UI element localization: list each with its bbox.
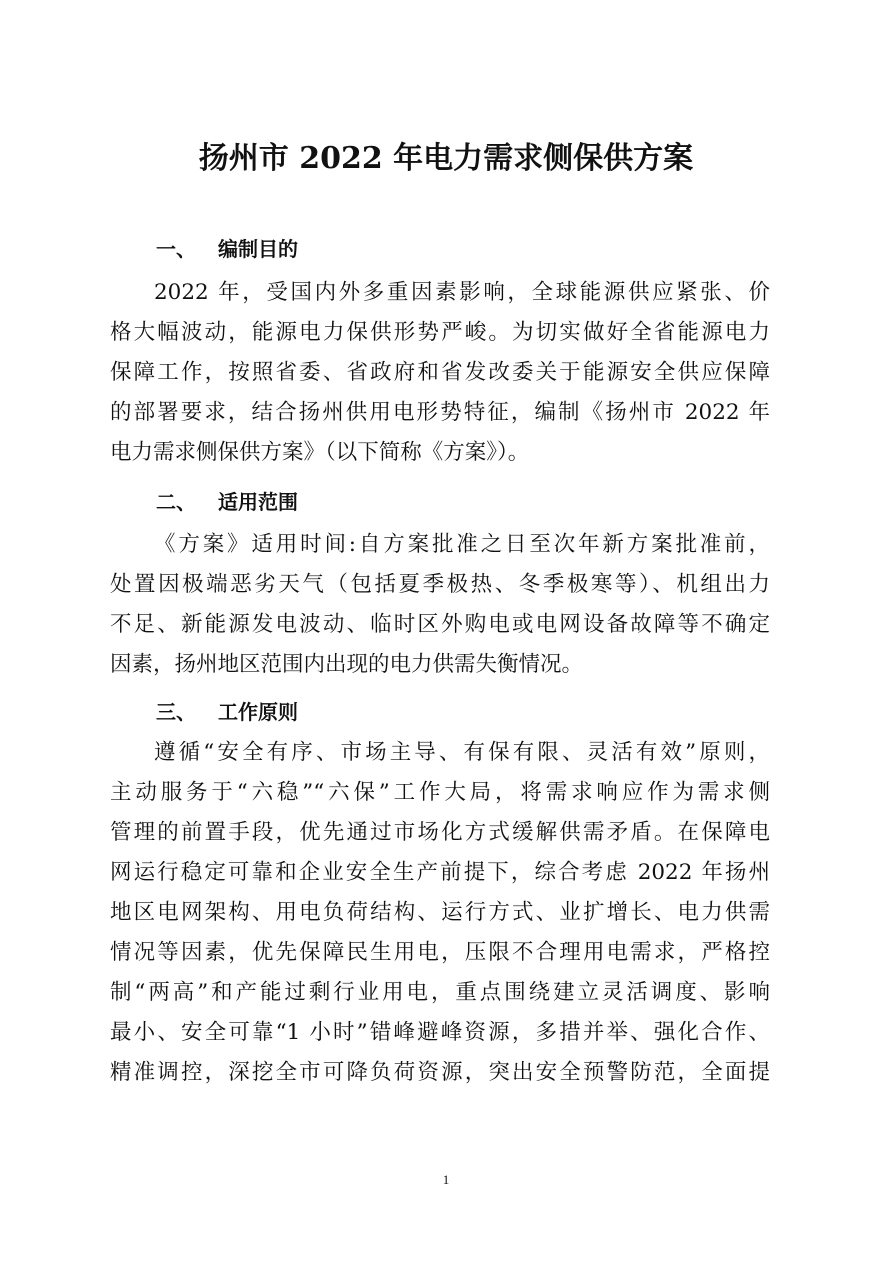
section-number: 二、 xyxy=(156,490,196,514)
page-number: 1 xyxy=(442,1172,450,1187)
paragraph-line: 地区电网架构、用电负荷结构、运行方式、业扩增长、电力供需 xyxy=(110,900,770,925)
paragraph-line: 格大幅波动，能源电力保供形势严峻。为切实做好全省能源电力 xyxy=(110,320,770,345)
section-title: 编制目的 xyxy=(218,237,298,261)
paragraph-line: 的部署要求，结合扬州供用电形势特征，编制《扬州市 2022 年 xyxy=(110,400,770,425)
section-paragraph-2 xyxy=(110,525,770,685)
paragraph-line: 《方案》适用时间:自方案批准之日至次年新方案批准前， xyxy=(154,532,770,557)
paragraph-line: 因素，扬州地区范围内出现的电力供需失衡情况。 xyxy=(110,652,584,677)
section-paragraph-3 xyxy=(110,733,770,1093)
section-paragraph-1 xyxy=(110,273,770,473)
paragraph-line: 制“两高”和产能过剩行业用电，重点围绕建立灵活调度、影响 xyxy=(110,980,770,1005)
section-heading-3 xyxy=(156,697,298,727)
section-heading-1 xyxy=(156,234,298,264)
paragraph-line: 精准调控，深挖全市可降负荷资源，突出安全预警防范，全面提 xyxy=(110,1060,770,1085)
paragraph-line: 最小、安全可靠“1 小时”错峰避峰资源，多措并举、强化合作、 xyxy=(110,1020,770,1045)
section-title: 工作原则 xyxy=(218,700,298,724)
paragraph-line: 电力需求侧保供方案》（以下简称《方案》）。 xyxy=(110,440,530,465)
paragraph-line: 情况等因素，优先保障民生用电，压限不合理用电需求，严格控 xyxy=(110,940,770,965)
paragraph-line: 保障工作，按照省委、省政府和省发改委关于能源安全供应保障 xyxy=(110,360,770,385)
paragraph-line: 网运行稳定可靠和企业安全生产前提下，综合考虑 2022 年扬州 xyxy=(110,860,770,885)
paragraph-line: 不足、新能源发电波动、临时区外购电或电网设备故障等不确定 xyxy=(110,612,770,637)
paragraph-line: 处置因极端恶劣天气（包括夏季极热、冬季极寒等）、机组出力 xyxy=(110,572,770,597)
paragraph-line: 管理的前置手段，优先通过市场化方式缓解供需矛盾。在保障电 xyxy=(110,820,770,845)
section-title: 适用范围 xyxy=(218,490,298,514)
section-number: 一、 xyxy=(156,237,196,261)
paragraph-line: 主动服务于“六稳”“六保”工作大局，将需求响应作为需求侧 xyxy=(110,780,770,805)
document-title: 扬州市 2022 年电力需求侧保供方案 xyxy=(198,141,694,176)
paragraph-line: 遵循“安全有序、市场主导、有保有限、灵活有效”原则， xyxy=(154,740,770,765)
paragraph-line: 2022 年，受国内外多重因素影响，全球能源供应紧张、价 xyxy=(154,280,770,305)
section-number: 三、 xyxy=(156,700,196,724)
section-heading-2 xyxy=(156,487,298,517)
